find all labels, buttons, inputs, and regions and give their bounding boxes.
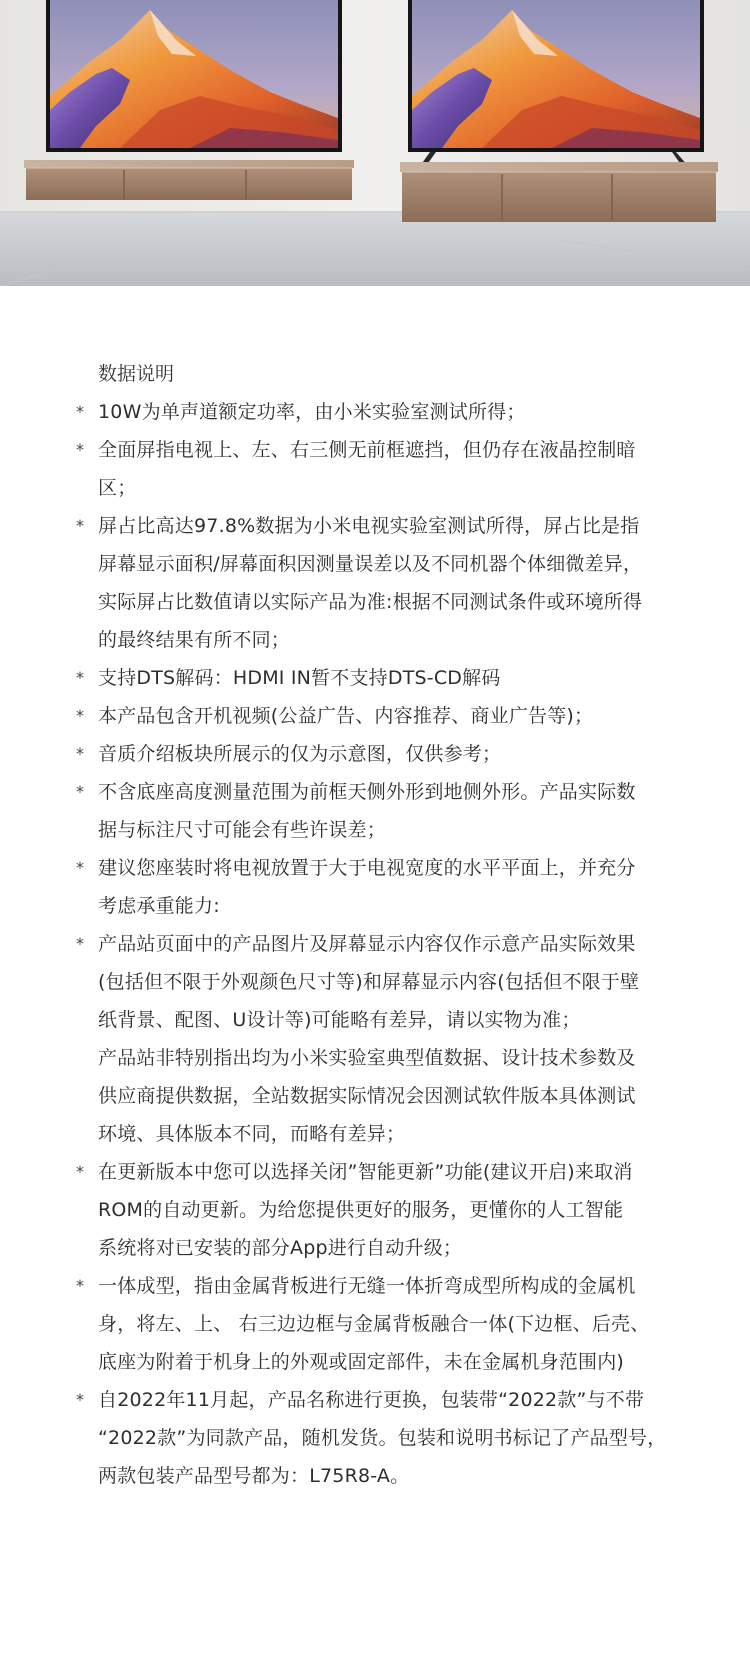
- bullet-marker: *: [76, 934, 84, 953]
- note-text-line: 产品站页面中的产品图片及屏幕显示内容仅作示意产品实际效果: [98, 933, 636, 955]
- note-text-line: 环境、具体版本不同，而略有差异；: [98, 1123, 406, 1145]
- note-text-line: 本产品包含开机视频(公益广告、内容推荐、商业广告等)；: [98, 705, 594, 727]
- bullet-marker: *: [76, 668, 84, 687]
- note-text-line: (包括但不限于外观颜色尺寸等)和屏幕显示内容(包括但不限于壁: [98, 971, 640, 993]
- note-text-line: 据与标注尺寸可能会有些许误差；: [98, 819, 387, 841]
- note-text-line: 身，将左、上、 右三边边框与金属背板融合一体(下边框、后壳、: [98, 1313, 650, 1335]
- notes-title: 数据说明: [98, 363, 175, 385]
- note-text-line: 不含底座高度测量范围为前框天侧外形到地侧外形。产品实际数: [98, 781, 636, 803]
- note-text-line: 音质介绍板块所展示的仅为示意图，仅供参考；: [98, 743, 502, 765]
- bullet-marker: *: [76, 744, 84, 763]
- note-text-line: 供应商提供数据，全站数据实际情况会因测试软件版本具体测试: [98, 1085, 636, 1107]
- note-text-line: 纸背景、配图、U设计等)可能略有差异，请以实物为准；: [98, 1009, 581, 1031]
- note-text-line: 屏占比高达97.8%数据为小米电视实验室测试所得，屏占比是指: [98, 515, 640, 537]
- bullet-marker: *: [76, 516, 84, 535]
- bullet-marker: *: [76, 858, 84, 877]
- bullet-marker: *: [76, 1276, 84, 1295]
- note-text-line: 支持DTS解码：HDMI IN暂不支持DTS-CD解码: [98, 667, 501, 689]
- hero-product-photo: [0, 0, 750, 286]
- note-text-line: 底座为附着于机身上的外观或固定部件，未在金属机身范围内): [98, 1351, 625, 1373]
- bullet-marker: *: [76, 706, 84, 725]
- bullet-marker: *: [76, 1162, 84, 1181]
- note-text-line: 在更新版本中您可以选择关闭”智能更新”功能(建议开启)来取消: [98, 1161, 633, 1183]
- note-text-line: 全面屏指电视上、左、右三侧无前框遮挡，但仍存在液晶控制暗: [98, 439, 636, 461]
- tv-scene-illustration: [0, 0, 750, 286]
- left-tv: [24, 0, 354, 200]
- note-text-line: 系统将对已安装的部分App进行自动升级；: [98, 1237, 463, 1259]
- note-text-line: 10W为单声道额定功率，由小米实验室测试所得；: [98, 401, 526, 423]
- bullet-marker: *: [76, 1390, 84, 1409]
- bullet-marker: *: [76, 782, 84, 801]
- note-text-line: 自2022年11月起，产品名称进行更换，包装带“2022款”与不带: [98, 1389, 645, 1411]
- note-text-line: 实际屏占比数值请以实际产品为准:根据不同测试条件或环境所得: [98, 591, 643, 613]
- bullet-marker: *: [76, 402, 84, 421]
- note-text-line: 屏幕显示面积/屏幕面积因测量误差以及不同机器个体细微差异，: [98, 553, 643, 575]
- note-text-line: 考虑承重能力:: [98, 895, 220, 917]
- note-text-line: ROM的自动更新。为给您提供更好的服务，更懂你的人工智能: [98, 1199, 624, 1221]
- note-text-line: 的最终结果有所不同；: [98, 629, 291, 651]
- bullet-marker: *: [76, 440, 84, 459]
- note-text-line: 区；: [98, 477, 137, 499]
- right-tv: [400, 0, 718, 222]
- note-text-line: 两款包装产品型号都为：L75R8-A。: [98, 1465, 410, 1487]
- note-text-line: 建议您座装时将电视放置于大于电视宽度的水平平面上，并充分: [98, 857, 636, 879]
- note-text-line: 产品站非特别指出均为小米实验室典型值数据、设计技术参数及: [98, 1047, 636, 1069]
- note-text-line: “2022款”为同款产品，随机发货。包装和说明书标记了产品型号，: [98, 1427, 667, 1449]
- note-text-line: 一体成型，指由金属背板进行无缝一体折弯成型所构成的金属机: [98, 1275, 636, 1297]
